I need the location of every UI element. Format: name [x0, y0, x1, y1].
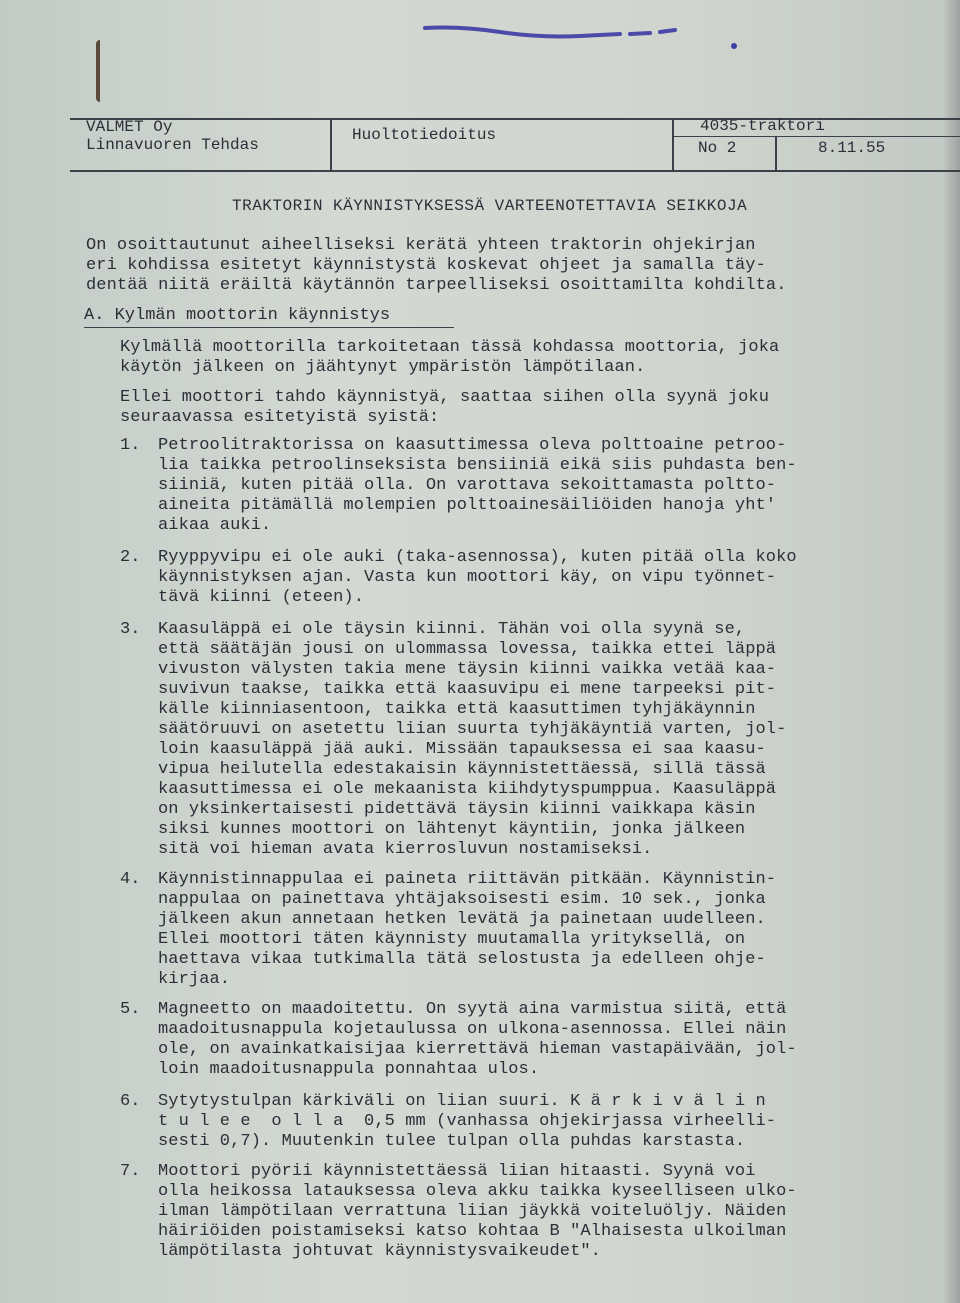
tractor-model: 4035-traktori [700, 117, 825, 135]
staple-mark [96, 40, 110, 102]
item-number: 5. [120, 1000, 141, 1019]
item-line: aikaa auki. [158, 516, 272, 535]
item-number: 6. [120, 1092, 141, 1111]
header-rule-bottom [70, 170, 960, 172]
item-line: kaasuttimessa ei ole mekaanista kiihdytyspumppua. Kaasuläppä [158, 780, 777, 799]
item-line: kirjaa. [158, 970, 231, 989]
item-line: nappulaa on painettava yhtäjaksoisesti esim. 10 sek., jonka [158, 890, 766, 909]
company-name: VALMET Oy [86, 118, 173, 136]
item-line: Kaasuläppä ei ole täysin kiinni. Tähän voi olla syynä se, [158, 620, 746, 639]
item-line: ole, on avainkatkaisijaa kierrettävä hieman vastapäivään, jol- [158, 1040, 797, 1059]
item-line: ilman lämpötilaan verrattuna liian jäykkä voiteluöljy. Näiden [158, 1202, 787, 1221]
item-line: Petroolitraktorissa on kaasuttimessa oleva polttoaine petroo- [158, 436, 787, 455]
item-number: 7. [120, 1162, 141, 1181]
item-line: maadoitusnappula kojetaulussa on ulkona-asennossa. Ellei näin [158, 1020, 787, 1039]
section-paragraph-line: Kylmällä moottorilla tarkoitetaan tässä kohdassa moottoria, joka [120, 338, 780, 357]
item-line: lämpötilasta johtuvat käynnistysvaikeudet". [158, 1242, 601, 1261]
ink-dot [731, 43, 737, 49]
item-line: että säätäjän jousi on ulommassa lovessa, taikka ettei läppä [158, 640, 777, 659]
item-line: t u l e e o l l a 0,5 mm (vanhassa ohjekirjassa virheelli- [158, 1112, 777, 1131]
item-line: olla heikossa latauksessa oleva akku taikka kyseelliseen ulko- [158, 1182, 797, 1201]
item-line: vivuston välysten takia mene täysin kiinni vaikka vetää kaa- [158, 660, 777, 679]
item-number: 1. [120, 436, 141, 455]
company-plant: Linnavuoren Tehdas [86, 136, 259, 154]
section-heading: A. Kylmän moottorin käynnistys [84, 306, 391, 325]
paper-edge-shadow [942, 0, 960, 1303]
item-line: suvivun taakse, taikka että kaasuvipu ei mene tarpeeksi pit- [158, 680, 777, 699]
item-number: 4. [120, 870, 141, 889]
section-paragraph-line: Ellei moottori tahdo käynnistyä, saattaa siihen olla syynä joku [120, 388, 770, 407]
item-line: Ryyppyvipu ei ole auki (taka-asennossa), kuten pitää olla koko [158, 548, 797, 567]
bulletin-number: No 2 [698, 139, 737, 157]
item-line: sitä voi hieman avata kierrosluvun nostamiseksi. [158, 840, 653, 859]
item-number: 3. [120, 620, 141, 639]
item-line: loin maadoitusnappula ponnahtaa ulos. [158, 1060, 540, 1079]
item-line: siiniä, kuten pitää olla. On varottava sekoittamasta poltto- [158, 476, 777, 495]
item-line: lia taikka petroolinseksista bensiiniä eikä siis puhdasta ben- [158, 456, 797, 475]
item-line: Käynnistinnappulaa ei paineta riittävän pitkään. Käynnistin- [158, 870, 777, 889]
intro-line: eri kohdissa esitetyt käynnistystä koskevat ohjeet ja samalla täy- [86, 256, 766, 275]
section-paragraph-line: käytön jälkeen on jäähtynyt ympäristön lämpötilaan. [120, 358, 646, 377]
item-line: sesti 0,7). Muutenkin tulee tulpan olla puhdas karstasta. [158, 1132, 746, 1151]
item-line: jälkeen akun annetaan hetken levätä ja painetaan uudelleen. [158, 910, 766, 929]
item-line: siksi kunnes moottori on lähtenyt käyntiin, jonka jälkeen [158, 820, 746, 839]
document-title: TRAKTORIN KÄYNNISTYKSESSÄ VARTEENOTETTAVIA SEIKKOJA [232, 197, 748, 215]
item-line: on yksinkertaisesti pidettävä täysin kiinni vaikkapa käsin [158, 800, 756, 819]
item-line: tävä kiinni (eteen). [158, 588, 365, 607]
header-divider-1 [330, 118, 332, 170]
ink-scribble [420, 22, 685, 42]
section-paragraph-line: seuraavassa esitetyistä syistä: [120, 408, 440, 427]
intro-line: On osoittautunut aiheelliseksi kerätä yhteen traktorin ohjekirjan [86, 236, 756, 255]
item-line: Moottori pyörii käynnistettäessä liian hitaasti. Syynä voi [158, 1162, 756, 1181]
item-number: 2. [120, 548, 141, 567]
section-heading-underline [84, 327, 454, 328]
document-type: Huoltotiedoitus [352, 126, 497, 144]
item-line: källe kiinniasentoon, taikka että kaasuttimen tyhjäkäynnin [158, 700, 756, 719]
item-line: aineita pitämällä molempien polttoainesäiliöiden hanoja yht' [158, 496, 777, 515]
item-line: käynnistyksen ajan. Vasta kun moottori käy, on vipu työnnet- [158, 568, 777, 587]
header-rule-top [70, 118, 960, 120]
intro-line: dentää niitä eräiltä käytännön tarpeelliseksi osoittamilta kohdilta. [86, 276, 787, 295]
bulletin-date: 8.11.55 [818, 139, 886, 157]
item-line: säätöruuvi on asetettu liian suurta tyhjäkäyntiä varten, jol- [158, 720, 787, 739]
item-line: loin kaasuläppä jää auki. Missään tapauksessa ei saa kaasu- [158, 740, 766, 759]
header-subrule [672, 136, 960, 137]
item-line: häiriöiden poistamiseksi katso kohtaa B "Alhaisesta ulkoilman [158, 1222, 787, 1241]
item-line: Magneetto on maadoitettu. On syytä aina varmistua siitä, että [158, 1000, 787, 1019]
header-divider-3 [775, 137, 777, 170]
item-line: haettava vikaa tutkimalla tätä selostusta ja edelleen ohje- [158, 950, 766, 969]
item-line: Ellei moottori täten käynnisty muutamalla yrityksellä, on [158, 930, 746, 949]
item-line: vipua heilutella edestakaisin käynnistettäessä, sillä tässä [158, 760, 766, 779]
header-divider-2 [672, 118, 674, 170]
item-line: Sytytystulpan kärkiväli on liian suuri. K ä r k i v ä l i n [158, 1092, 766, 1111]
